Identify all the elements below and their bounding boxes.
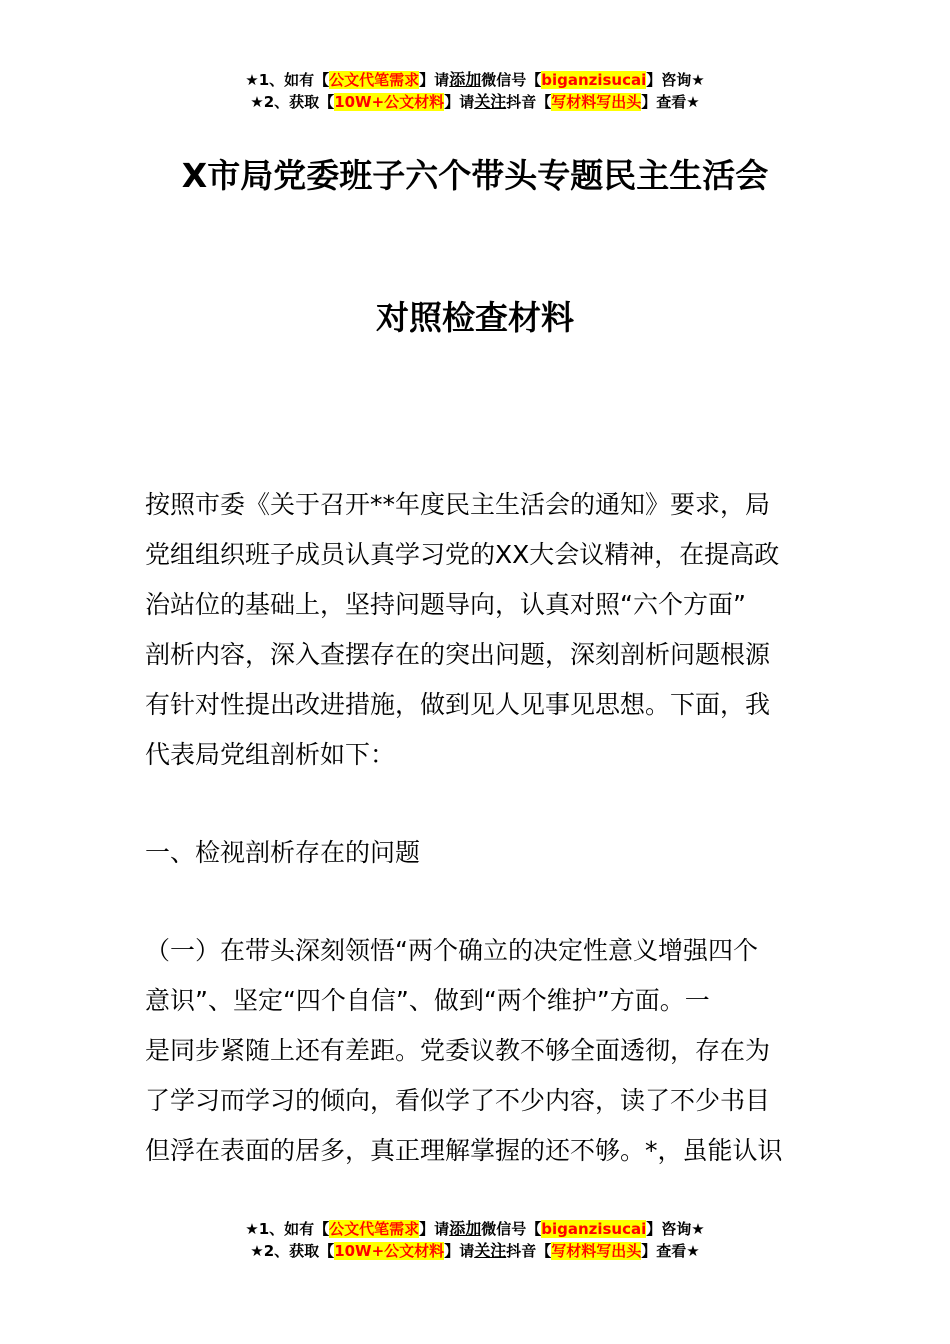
- header-banner: [0, 69, 950, 113]
- text-line: 代表局党组剖析如下：: [145, 740, 396, 769]
- banner-line-1: [0, 69, 950, 91]
- text-line: 意识”、坚定“四个自信”、做到“两个维护”方面。一: [145, 986, 710, 1015]
- banner-underline: 关注: [474, 1241, 507, 1260]
- banner-underline: 添加: [449, 1219, 482, 1238]
- section-paragraph: [145, 926, 810, 1176]
- banner-text: ★2、获取【: [250, 1242, 335, 1260]
- text-line: 有针对性提出改进措施，做到见人见事见思想。下面，我: [145, 690, 771, 719]
- text-line: 按照市委《关于召开**年度民主生活会的通知》要求，局: [145, 490, 771, 519]
- text-line: 剖析内容，深入查摆存在的突出问题，深刻剖析问题根源: [145, 640, 771, 669]
- banner-highlight: 写材料写出头: [551, 1242, 642, 1260]
- banner-highlight: 10W+公文材料: [334, 1242, 445, 1260]
- banner-text: 】请: [444, 93, 475, 111]
- banner-text: ★1、如有【: [245, 71, 330, 89]
- banner-underline: 关注: [474, 92, 507, 111]
- banner-line-2: [0, 91, 950, 113]
- document-title-line-1: X市局党委班子六个带头专题民主生活会: [181, 156, 769, 195]
- text-line: 治站位的基础上，坚持问题导向，认真对照“六个方面”: [145, 590, 746, 619]
- document-title-line-2: 对照检查材料: [376, 298, 574, 337]
- banner-text: 】查看★: [641, 1242, 700, 1260]
- banner-highlight: 公文代笔需求: [329, 1220, 420, 1238]
- banner-text: 抖音【: [506, 1242, 552, 1260]
- banner-highlight: 10W+公文材料: [334, 93, 445, 111]
- text-line: 是同步紧随上还有差距。党委议教不够全面透彻，存在为: [145, 1036, 771, 1065]
- banner-text: 】请: [419, 71, 450, 89]
- text-line: 但浮在表面的居多，真正理解掌握的还不够。*，虽能认识: [145, 1136, 783, 1165]
- banner-wechat-id: biganzisucai: [541, 71, 647, 89]
- banner-text: 】咨询★: [646, 71, 705, 89]
- banner-text: ★1、如有【: [245, 1220, 330, 1238]
- banner-text: 微信号【: [481, 71, 542, 89]
- banner-text: ★2、获取【: [250, 93, 335, 111]
- banner-text: 】查看★: [641, 93, 700, 111]
- footer-banner: [0, 1218, 950, 1262]
- banner-highlight: 写材料写出头: [551, 93, 642, 111]
- banner-text: 抖音【: [506, 93, 552, 111]
- banner-text: 微信号【: [481, 1220, 542, 1238]
- text-line: 了学习而学习的倾向，看似学了不少内容，读了不少书目: [145, 1086, 771, 1115]
- text-line: （一）在带头深刻领悟“两个确立的决定性意义增强四个: [145, 936, 758, 965]
- banner-underline: 添加: [449, 70, 482, 89]
- intro-paragraph: [145, 480, 810, 780]
- banner-wechat-id: biganzisucai: [541, 1220, 647, 1238]
- banner-text: 】请: [419, 1220, 450, 1238]
- banner-text: 】请: [444, 1242, 475, 1260]
- banner-line-2: [0, 1240, 950, 1262]
- banner-text: 】咨询★: [646, 1220, 705, 1238]
- text-line: 党组组织班子成员认真学习党的XX大会议精神，在提高政: [145, 540, 780, 569]
- banner-line-1: [0, 1218, 950, 1240]
- banner-highlight: 公文代笔需求: [329, 71, 420, 89]
- section-heading: 一、检视剖析存在的问题: [145, 838, 421, 867]
